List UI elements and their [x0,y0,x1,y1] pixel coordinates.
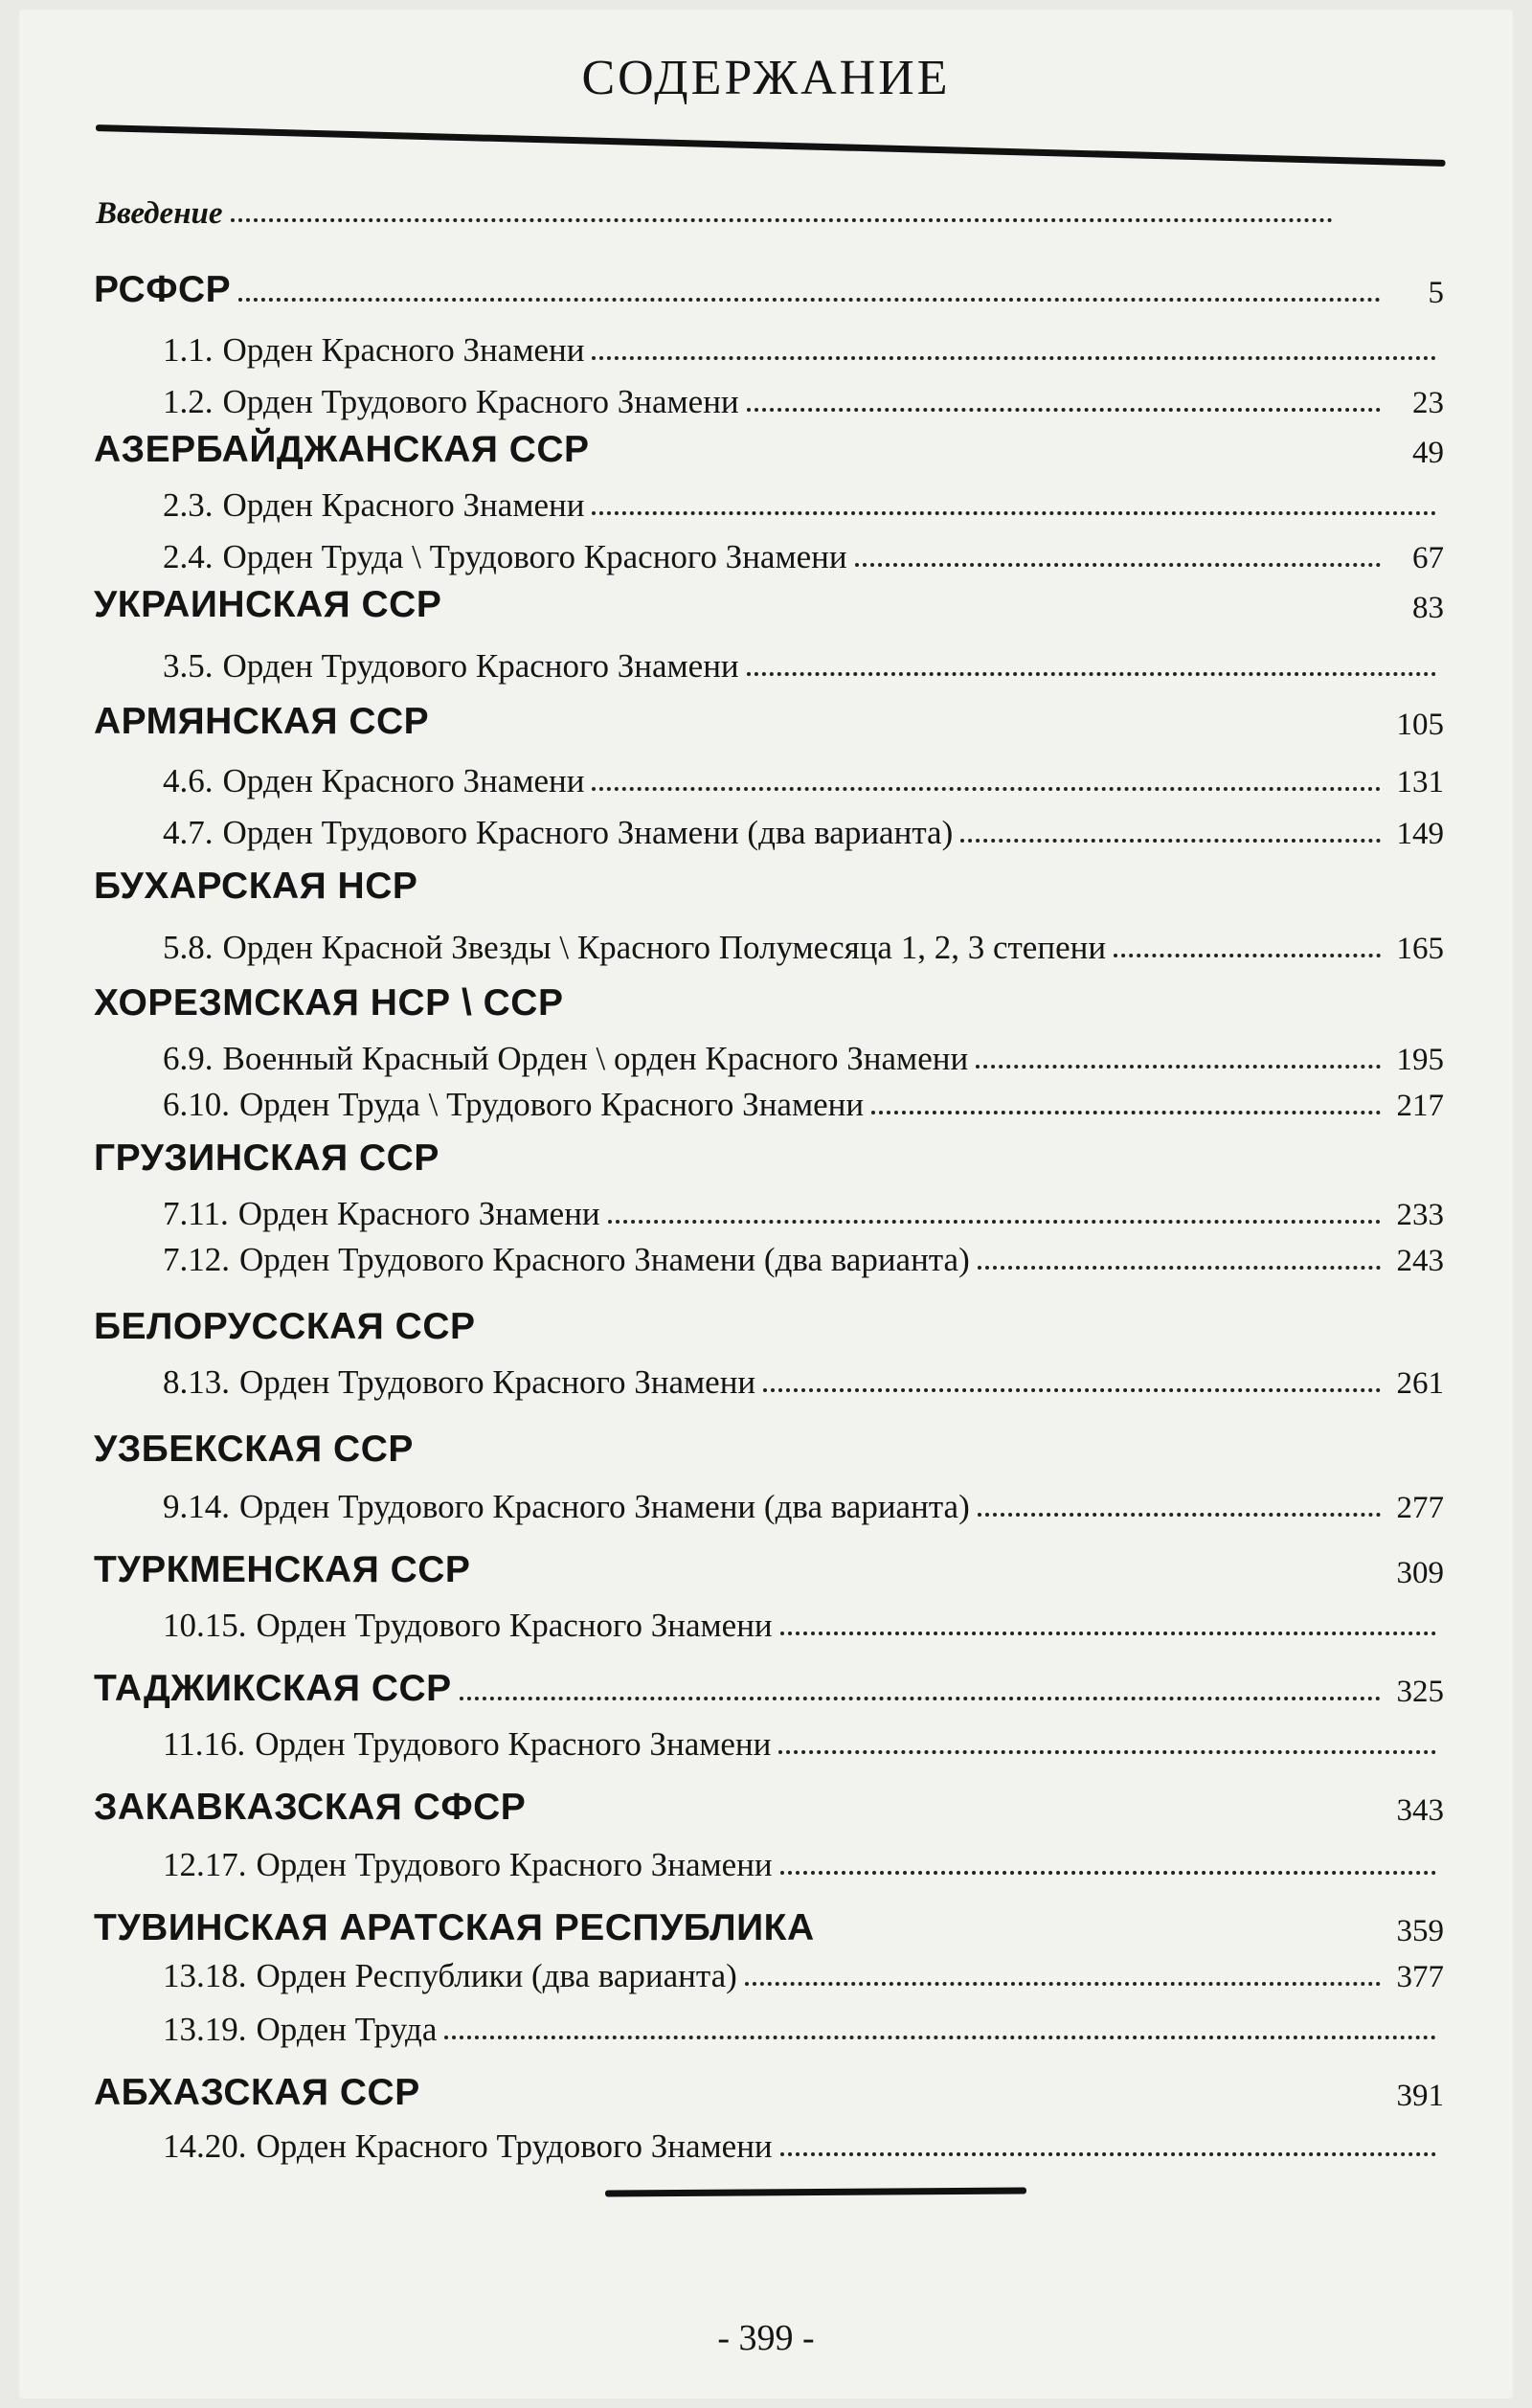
page-number: 217 [1396,1089,1444,1123]
item-title: Орден Красного Знамени [222,486,585,524]
intro-label: Введение [96,196,223,231]
page-number: 83 [1412,591,1444,625]
item-title: Орден Трудового Красного Знамени [255,1725,772,1763]
dot-leader [871,1111,1381,1114]
page-number: 105 [1396,708,1444,742]
item-number: 14.20. [163,2127,247,2165]
page-number: 131 [1396,765,1444,799]
section-title: РСФСР [94,269,232,310]
item-number: 11.16. [163,1725,246,1763]
toc-item-row [0,756,1532,800]
dot-leader [978,1266,1381,1270]
page-number: 325 [1396,1675,1444,1709]
page-number: 277 [1396,1491,1444,1525]
dot-leader [444,2036,1436,2039]
item-title: Орден Трудового Красного Знамени [222,647,739,685]
toc-section-row [0,1304,1532,1348]
toc-section-row [0,267,1532,311]
item-number: 5.8. [163,929,214,966]
item-number: 12.17. [163,1846,247,1883]
item-title: Орден Трудового Красного Знамени [256,1607,773,1644]
dot-leader [960,839,1381,843]
toc-item-row [0,326,1532,370]
page-number: 391 [1396,2079,1444,2113]
dot-leader [592,787,1381,791]
dot-leader [978,1513,1381,1517]
item-title: Орден Труда [256,2011,438,2048]
item-title: Орден Трудового Красного Знамени (два варианта) [239,1488,970,1525]
section-title: БЕЛОРУССКАЯ ССР [94,1306,476,1347]
toc-section-row [0,1427,1532,1471]
toc-section-row [0,427,1532,471]
section-title: ТУРКМЕНСКАЯ ССР [94,1549,471,1590]
toc-section-row [0,1666,1532,1710]
item-number: 4.7. [163,814,214,851]
page-number: 343 [1396,1793,1444,1828]
page-title: СОДЕРЖАНИЕ [581,51,951,105]
item-title: Орден Трудового Красного Знамени [222,383,739,420]
dot-leader [855,563,1381,567]
item-title: Орден Красной Звезды \ Красного Полумесяца 1, 2, 3 степени [222,929,1107,966]
section-title: БУХАРСКАЯ НСР [94,866,418,907]
page-number: 49 [1412,436,1444,470]
dot-leader [231,218,1333,222]
toc-section-row [0,699,1532,743]
toc-item-row [0,1951,1532,1995]
toc-item-row [0,2122,1532,2166]
toc-item-row [0,481,1532,525]
toc-item-row [0,1358,1532,1402]
item-title: Орден Красного Знамени [222,331,585,369]
section-title: ТАДЖИКСКАЯ ССР [94,1668,452,1709]
toc-section-row [0,1905,1532,1949]
item-number: 2.3. [163,486,214,524]
dot-leader [780,1871,1436,1875]
item-number: 3.5. [163,647,214,685]
toc-section-row [0,980,1532,1024]
page-number: 243 [1396,1244,1444,1278]
item-title: Орден Труда \ Трудового Красного Знамени [222,538,847,575]
section-title: ГРУЗИНСКАЯ ССР [94,1137,439,1179]
page-number: 309 [1396,1556,1444,1590]
page-number: 261 [1396,1366,1444,1401]
item-title: Орден Трудового Красного Знамени [256,1846,773,1883]
dot-leader [747,672,1436,676]
item-title: Орден Красного Знамени [222,762,585,799]
toc-item-row [0,1601,1532,1645]
item-title: Орден Красного Трудового Знамени [256,2127,773,2165]
toc-item-row [0,1034,1532,1078]
page-number-footer: - 399 - [717,2318,815,2358]
dot-leader [763,1388,1381,1392]
dot-leader [780,1632,1436,1635]
item-number: 1.2. [163,383,214,420]
item-title: Орден Трудового Красного Знамени [239,1363,756,1401]
toc-section-row [0,2070,1532,2114]
toc-item-row [0,1840,1532,1884]
toc-item-row [0,2005,1532,2049]
page-number: 149 [1396,817,1444,851]
page-number: 359 [1396,1914,1444,1948]
toc-item-row [0,641,1532,686]
dot-leader [460,1697,1381,1700]
page-number: 23 [1412,386,1444,420]
item-title: Орден Красного Знамени [237,1195,600,1232]
section-title: УЗБЕКСКАЯ ССР [94,1429,414,1470]
dot-leader [238,298,1381,302]
item-title: Орден Трудового Красного Знамени (два варианта) [222,814,954,851]
toc-item-row [0,1482,1532,1526]
dot-leader [976,1065,1381,1069]
page-number: 195 [1396,1043,1444,1077]
item-number: 10.15. [163,1607,247,1644]
toc-item-row [0,1189,1532,1233]
toc-item-row [0,1720,1532,1764]
item-number: 7.11. [163,1195,229,1232]
item-number: 13.18. [163,1957,247,1994]
item-number: 13.19. [163,2011,247,2048]
page-number: 233 [1396,1198,1444,1232]
dot-leader [608,1220,1381,1224]
toc-intro-row [0,188,1436,232]
toc-item-row [0,377,1532,421]
page-number: 67 [1412,541,1444,575]
item-number: 8.13. [163,1363,230,1401]
section-title: АЗЕРБАЙДЖАНСКАЯ ССР [94,429,590,470]
section-title: АБХАЗСКАЯ ССР [94,2072,420,2113]
section-title: ХОРЕЗМСКАЯ НСР \ ССР [94,982,564,1024]
section-title: ТУВИНСКАЯ АРАТСКАЯ РЕСПУБЛИКА [94,1907,815,1948]
page-number: 5 [1428,276,1444,310]
toc-section-row [0,1547,1532,1591]
section-title: УКРАИНСКАЯ ССР [94,584,442,625]
item-title: Орден Республики (два варианта) [256,1957,737,1994]
dot-leader [745,1982,1381,1986]
section-title: АРМЯНСКАЯ ССР [94,701,430,742]
toc-item-row [0,808,1532,852]
item-title: Военный Красный Орден \ орден Красного Знамени [222,1040,969,1077]
toc-item-row [0,923,1532,967]
page-number: 165 [1396,932,1444,966]
toc-section-row [0,864,1532,908]
item-number: 6.10. [163,1086,230,1123]
item-title: Орден Трудового Красного Знамени (два варианта) [239,1241,970,1278]
dot-leader [592,511,1436,515]
toc-section-row [0,582,1532,626]
item-title: Орден Труда \ Трудового Красного Знамени [239,1086,865,1123]
toc-item-row [0,1080,1532,1124]
dot-leader [778,1750,1436,1754]
dot-leader [780,2152,1436,2156]
page-number: 377 [1396,1960,1444,1994]
item-number: 6.9. [163,1040,214,1077]
toc-item-row [0,532,1532,576]
dot-leader [592,356,1436,360]
item-number: 7.12. [163,1241,230,1278]
item-number: 1.1. [163,331,214,369]
toc-item-row [0,1235,1532,1279]
item-number: 9.14. [163,1488,230,1525]
item-number: 2.4. [163,538,214,575]
toc-section-row [0,1136,1532,1180]
dot-leader [747,408,1381,412]
toc-section-row [0,1785,1532,1829]
section-title: ЗАКАВКАЗСКАЯ СФСР [94,1787,527,1828]
item-number: 4.6. [163,762,214,799]
dot-leader [1114,954,1381,957]
